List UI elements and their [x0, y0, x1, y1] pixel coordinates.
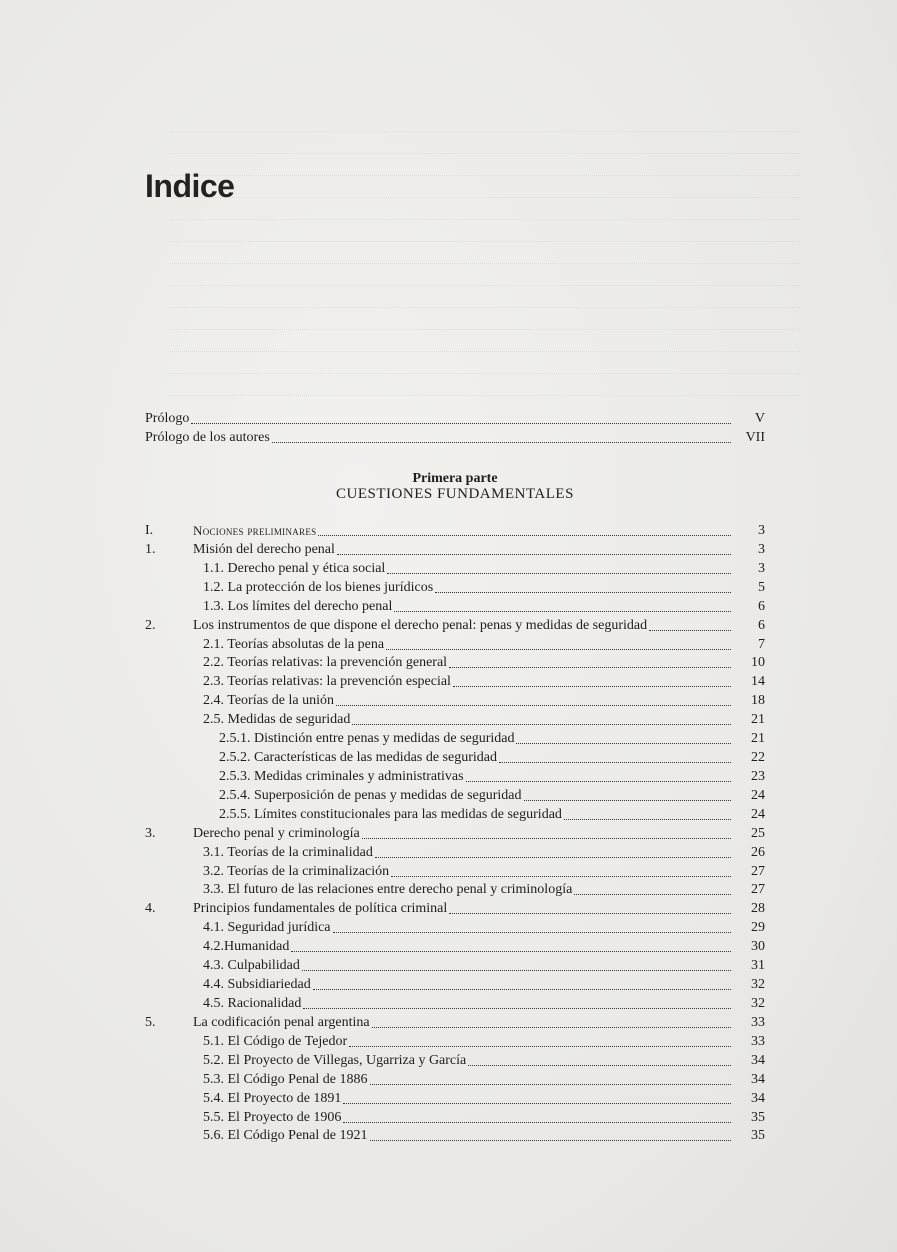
toc-entry-page: 32 [751, 977, 765, 993]
dot-leader [272, 441, 731, 443]
toc-entry [145, 540, 765, 559]
toc-entry-page: 31 [751, 958, 765, 974]
toc-entry [145, 729, 765, 748]
dot-leader [343, 1121, 731, 1123]
toc-entry [145, 1032, 765, 1051]
toc-entry [145, 1108, 765, 1127]
toc-entry-label: 5.3. El Código Penal de 1886 [203, 1071, 368, 1087]
toc-entry [145, 937, 765, 956]
toc-entry [145, 559, 765, 578]
toc-entry-page: 21 [751, 731, 765, 747]
toc-entry-label: 4.1. Seguridad jurídica [203, 920, 331, 936]
toc-entry-label: 3.1. Teorías de la criminalidad [203, 844, 373, 860]
toc-entry-label: 5.4. El Proyecto de 1891 [203, 1090, 342, 1106]
toc-entry [145, 653, 765, 672]
toc-entry [145, 880, 765, 899]
toc-entry-page: 24 [751, 787, 765, 803]
toc-entry-label: Derecho penal y criminología [193, 825, 360, 841]
toc-entry-page: VII [745, 430, 765, 445]
dot-leader [435, 591, 731, 593]
dot-leader [516, 742, 731, 744]
toc-entry [145, 843, 765, 862]
toc-entry [145, 1126, 765, 1145]
dot-leader [318, 534, 731, 536]
toc-entry-page: V [754, 411, 765, 426]
dot-leader [564, 818, 731, 820]
dot-leader [352, 723, 731, 725]
dot-leader [370, 1083, 732, 1085]
dot-leader [336, 704, 731, 706]
dot-leader [387, 572, 731, 574]
dot-leader [362, 837, 731, 839]
toc-entry-page: 21 [751, 712, 765, 728]
toc-entry-label: 3.3. El futuro de las relaciones entre derecho penal y criminología [203, 882, 573, 898]
toc-entry [145, 1051, 765, 1070]
toc-entry [145, 748, 765, 767]
bleed-through-text [170, 110, 800, 410]
toc-entry-label: Prólogo de los autores [145, 430, 270, 445]
toc-entry-page: 30 [751, 939, 765, 955]
toc-entry [145, 428, 765, 447]
toc-entry-page: 28 [751, 901, 765, 917]
dot-leader [386, 648, 731, 650]
toc-entry-label: 1.3. Los límites del derecho penal [203, 598, 393, 614]
toc-entry-page: 34 [751, 1090, 765, 1106]
toc-entry-page: 6 [758, 617, 765, 633]
toc-entry-label: 2.5.4. Superposición de penas y medidas de seguridad [219, 787, 522, 803]
toc-entry-label: 2.5.2. Características de las medidas de seguridad [219, 750, 497, 766]
toc-entry-page: 33 [751, 1033, 765, 1049]
toc-entry-label: Principios fundamentales de política criminal [193, 901, 448, 917]
dot-leader [453, 685, 731, 687]
dot-leader [343, 1102, 731, 1104]
toc-entry [145, 956, 765, 975]
toc-entry-number: I. [145, 523, 154, 538]
dot-leader [466, 780, 731, 782]
toc-entry-label: Misión del derecho penal [193, 541, 335, 557]
toc-entry-label: 2.5.5. Límites constitucionales para las medidas de seguridad [219, 806, 562, 822]
dot-leader [370, 1139, 732, 1141]
dot-leader [499, 761, 731, 763]
toc-entry-page: 35 [751, 1128, 765, 1144]
toc-entry-page: 32 [751, 996, 765, 1011]
toc-entry [145, 691, 765, 710]
toc-entry [145, 975, 765, 994]
toc-entry [145, 710, 765, 729]
toc-entry [145, 616, 765, 635]
toc-entry-number: 4. [145, 901, 156, 917]
toc-entry [145, 578, 765, 597]
toc-entry-label: 2.5.3. Medidas criminales y administrativas [219, 768, 464, 784]
toc-entry-label: 1.1. Derecho penal y ética social [203, 560, 386, 576]
toc-entry-label: 4.5. Racionalidad [203, 996, 302, 1011]
dot-leader [449, 912, 731, 914]
toc-entry-page: 26 [751, 844, 765, 860]
toc-entry-page: 3 [758, 541, 765, 557]
toc-entry [145, 994, 765, 1013]
dot-leader [333, 931, 731, 933]
dot-leader [649, 629, 731, 631]
toc-entry [145, 521, 765, 540]
toc-entry-page: 27 [751, 863, 765, 879]
toc-entry-label: 5.5. El Proyecto de 1906 [203, 1109, 342, 1125]
toc-entry [145, 635, 765, 654]
toc-entry-page: 5 [758, 579, 765, 595]
toc-entry [145, 786, 765, 805]
toc-entry-page: 3 [758, 560, 765, 576]
toc-entry [145, 918, 765, 937]
toc-entry-number: 5. [145, 1014, 156, 1030]
toc-entry-label: 2.2. Teorías relativas: la prevención general [203, 655, 448, 671]
toc-entry-label: 2.3. Teorías relativas: la prevención especial [203, 674, 451, 690]
toc-entry-page: 10 [751, 655, 765, 671]
part-title: CUESTIONES FUNDAMENTALES [336, 486, 574, 502]
toc-entry-page: 25 [751, 825, 765, 841]
dot-leader [313, 988, 731, 990]
toc-entry-label: 4.4. Subsidiariedad [203, 977, 311, 993]
dot-leader [303, 1007, 731, 1009]
toc-entry-page: 18 [751, 693, 765, 709]
dot-leader [375, 856, 731, 858]
toc-entry-label: 4.2.Humanidad [203, 939, 290, 955]
toc-entry [145, 899, 765, 918]
toc-entry-label: 3.2. Teorías de la criminalización [203, 863, 390, 879]
dot-leader [449, 666, 731, 668]
toc-entry [145, 597, 765, 616]
toc-entry-page: 3 [758, 523, 765, 538]
toc-entry-label: 5.1. El Código de Tejedor [203, 1033, 348, 1049]
toc-entry-label: La codificación penal argentina [193, 1014, 370, 1030]
toc-entry-label: 2.5. Medidas de seguridad [203, 712, 351, 728]
page-title: Indice [145, 168, 235, 204]
dot-leader [372, 1026, 731, 1028]
toc-entry-number: 2. [145, 617, 156, 633]
toc-entry-label: Prólogo [145, 411, 190, 426]
toc-entry-page: 33 [751, 1014, 765, 1030]
toc-entry-page: 6 [758, 598, 765, 614]
toc-entry-page: 34 [751, 1052, 765, 1068]
toc-entry-page: 29 [751, 920, 765, 936]
toc-entry-page: 22 [751, 750, 765, 766]
toc-entry-number: 3. [145, 825, 156, 841]
dot-leader [337, 553, 731, 555]
toc-entry-label: Nociones preliminares [193, 523, 317, 538]
toc-entry [145, 862, 765, 881]
part-label: Primera parte [412, 471, 498, 486]
dot-leader [394, 610, 731, 612]
toc-entry-label: 1.2. La protección de los bienes jurídicos [203, 579, 434, 595]
dot-leader [191, 422, 731, 424]
toc-entry-label: 2.4. Teorías de la unión [203, 693, 334, 709]
toc-entry-label: 5.6. El Código Penal de 1921 [203, 1128, 368, 1144]
toc-entry-page: 14 [751, 674, 765, 690]
toc-entry-label: 2.5.1. Distinción entre penas y medidas de seguridad [219, 731, 515, 747]
dot-leader [391, 875, 731, 877]
toc-entry [145, 767, 765, 786]
toc-entry [145, 409, 765, 428]
toc-entry-page: 24 [751, 806, 765, 822]
toc-entry-page: 35 [751, 1109, 765, 1125]
toc-entry [145, 1070, 765, 1089]
dot-leader [574, 893, 731, 895]
toc-entry [145, 1013, 765, 1032]
dot-leader [524, 799, 732, 801]
toc-entry [145, 1089, 765, 1108]
toc-entry-label: 5.2. El Proyecto de Villegas, Ugarriza y García [203, 1052, 467, 1068]
toc-entry-label: 2.1. Teorías absolutas de la pena [203, 636, 385, 652]
toc-entry [145, 805, 765, 824]
dot-leader [349, 1045, 731, 1047]
toc-entry-number: 1. [145, 541, 156, 557]
dot-leader [468, 1064, 731, 1066]
dot-leader [291, 950, 731, 952]
toc-entry-page: 23 [751, 768, 765, 784]
toc-entry-page: 7 [758, 636, 765, 652]
toc-entry-label: Los instrumentos de que dispone el derecho penal: penas y medidas de seguridad [193, 617, 648, 633]
toc-entry-label: 4.3. Culpabilidad [203, 958, 300, 974]
toc-entry [145, 672, 765, 691]
toc-entry [145, 824, 765, 843]
toc-entry-page: 34 [751, 1071, 765, 1087]
dot-leader [302, 969, 731, 971]
toc-entry-page: 27 [751, 882, 765, 898]
